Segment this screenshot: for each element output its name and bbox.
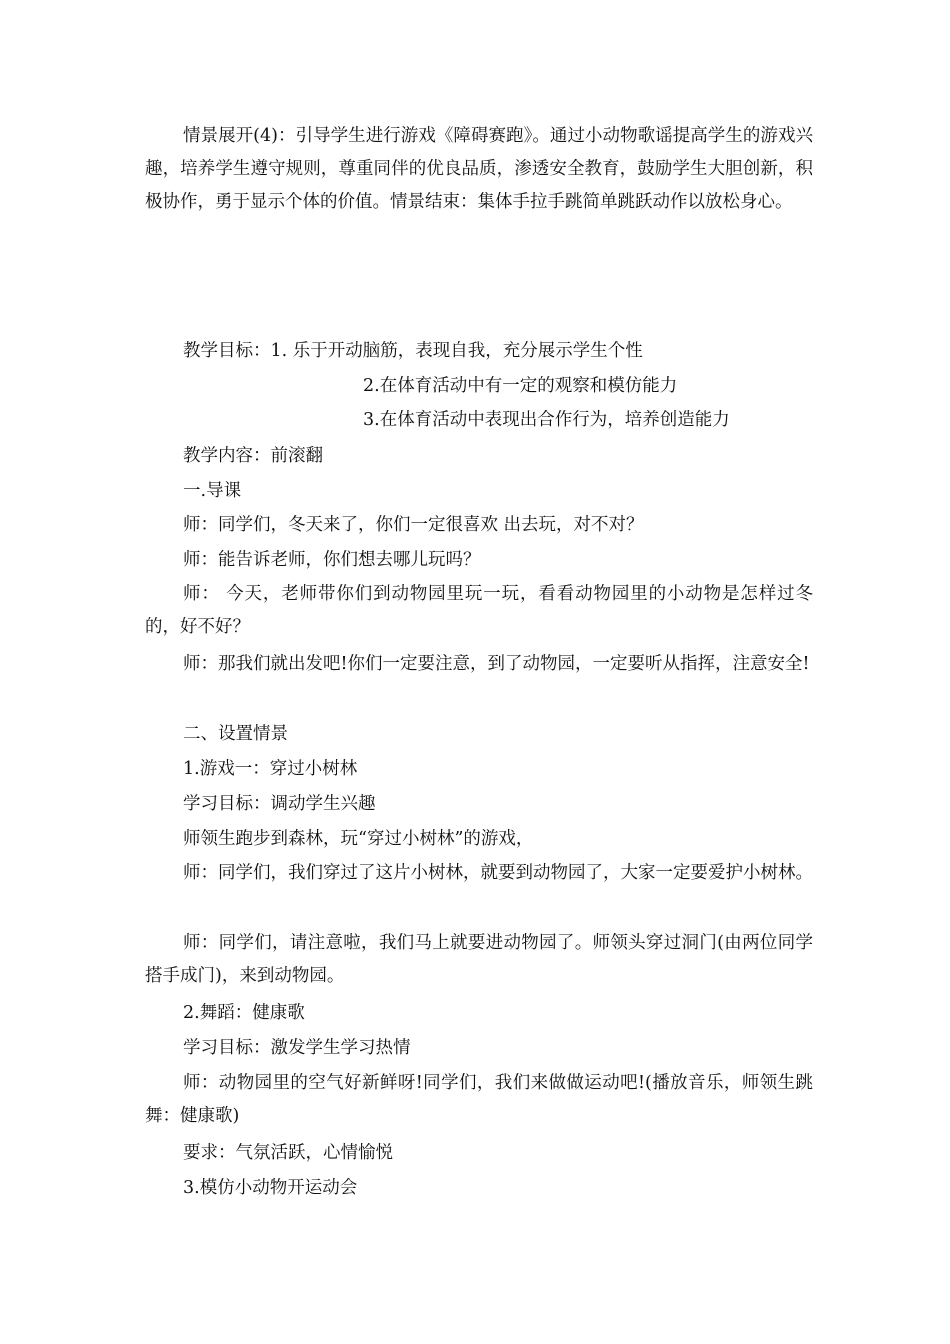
section2-heading: 二、设置情景 (183, 724, 288, 744)
dialogue-line: 师：能告诉老师，你们想去哪儿玩吗？ (183, 550, 481, 570)
dance-requirement: 要求：气氛活跃，心情愉悦 (183, 1143, 393, 1163)
game1-goal: 学习目标：调动学生兴趣 (183, 794, 376, 814)
dialogue-paragraph: 师： 今天，老师带你们到动物园里玩一玩，看看动物园里的小动物是怎样过冬的，好不好？ (145, 584, 813, 637)
game1-title: 1.游戏一：穿过小树林 (183, 759, 358, 779)
dialogue-paragraph: 师：那我们就出发吧!你们一定要注意，到了动物园，一定要听从指挥，注意安全! (183, 654, 810, 674)
objectives-line-2: 2.在体育活动中有一定的观察和模仿能力 (363, 376, 678, 396)
dialogue-paragraph: 师：同学们，请注意啦，我们马上就要进动物园了。师领头穿过洞门(由两位同学搭手成门)，来到动物园。 (145, 933, 813, 986)
scene4-paragraph: 情景展开(4)：引导学生进行游戏《障碍赛跑》。通过小动物歌谣提高学生的游戏兴趣，培养学生遵守规则，尊重同伴的优良品质，渗透安全教育，鼓励学生大胆创新，积极协作，勇于显示个体的价值。情景结束：集体手拉手跳简单跳跃动作以放松身心。 (145, 126, 813, 212)
dialogue-line: 师：同学们，冬天来了，你们一定很喜欢 出去玩，对不对？ (183, 515, 644, 535)
dance-title: 2.舞蹈：健康歌 (183, 1003, 305, 1023)
objectives-line-1: 教学目标：1. 乐于开动脑筋，表现自我，充分展示学生个性 (183, 341, 643, 361)
imitate-title: 3.模仿小动物开运动会 (183, 1178, 358, 1198)
teaching-content: 教学内容：前滚翻 (183, 446, 323, 466)
game1-description: 师领生跑步到森林，玩“穿过小树林”的游戏， (183, 829, 534, 849)
objectives-line-3: 3.在体育活动中表现出合作行为，培养创造能力 (363, 410, 730, 430)
dialogue-paragraph: 师：同学们，我们穿过了这片小树林，就要到动物园了，大家一定要爱护小树林。 (183, 863, 813, 883)
dance-goal: 学习目标：激发学生学习热情 (183, 1038, 411, 1058)
dialogue-paragraph: 师：动物园里的空气好新鲜呀!同学们，我们来做做运动吧!(播放音乐，师领生跳舞：健康歌) (145, 1073, 813, 1126)
section1-heading: 一.导课 (183, 481, 242, 501)
